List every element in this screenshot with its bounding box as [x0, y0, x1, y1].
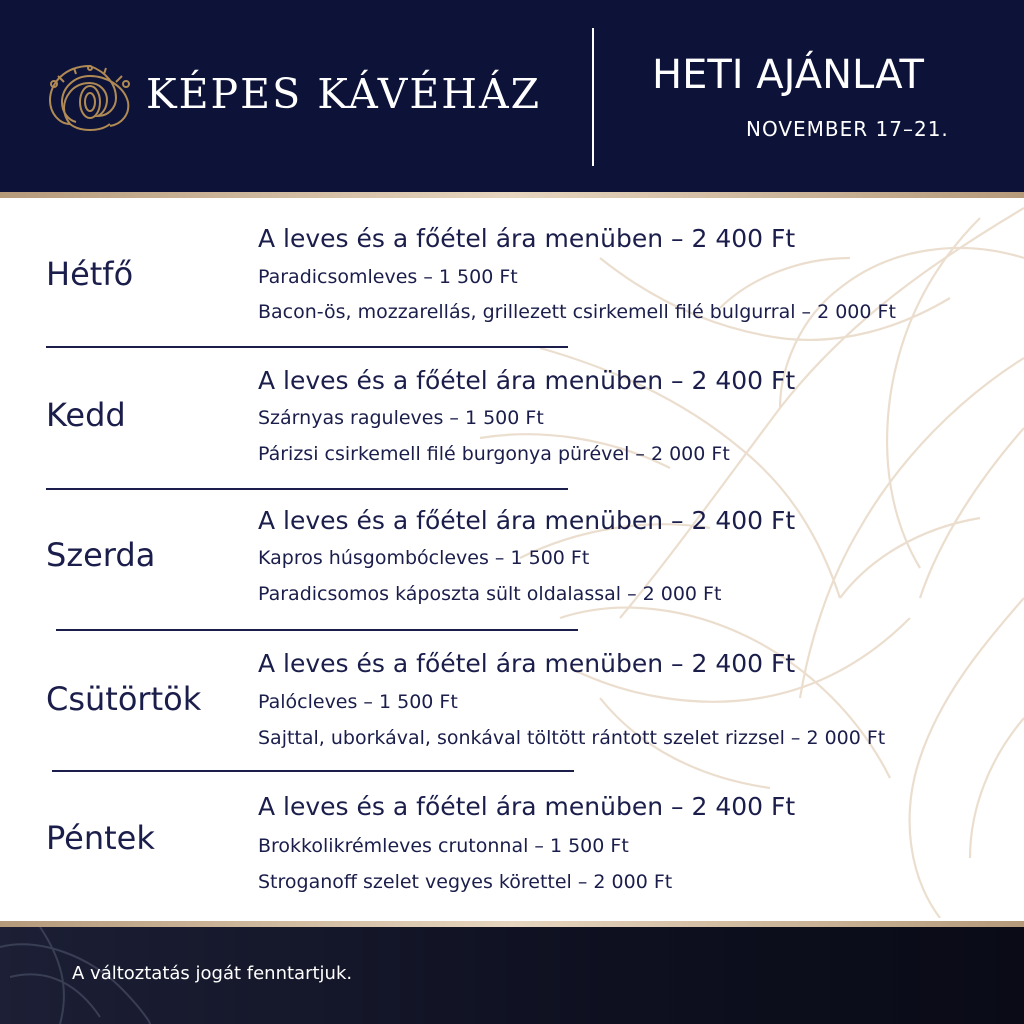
day-separator: [56, 629, 578, 631]
menu-price-line: A leves és a főétel ára menüben – 2 400 Ft: [258, 649, 796, 678]
soup-item: Palócleves – 1 500 Ft: [258, 691, 458, 713]
main-dish-item: Paradicsomos káposzta sült oldalassal – 2 000 Ft: [258, 583, 722, 605]
soup-item: Paradicsomleves – 1 500 Ft: [258, 266, 518, 288]
day-name: Szerda: [46, 536, 156, 574]
header-divider: [592, 28, 594, 166]
day-name: Csütörtök: [46, 680, 202, 718]
main-dish-item: Sajttal, uborkával, sonkával töltött rántott szelet rizzsel – 2 000 Ft: [258, 727, 886, 749]
day-name: Péntek: [46, 819, 155, 857]
brand-name: KÉPES KÁVÉHÁZ: [146, 70, 542, 118]
soup-item: Kapros húsgombócleves – 1 500 Ft: [258, 547, 590, 569]
disclaimer-note: A változtatás jogát fenntartjuk.: [72, 963, 353, 984]
day-separator: [52, 770, 574, 772]
offer-title: HETI AJÁNLAT: [652, 52, 924, 98]
day-separator: [46, 346, 568, 348]
soup-item: Szárnyas raguleves – 1 500 Ft: [258, 407, 544, 429]
soup-item: Brokkolikrémleves crutonnal – 1 500 Ft: [258, 835, 629, 857]
day-name: Hétfő: [46, 255, 134, 293]
header-bar: [0, 0, 1024, 192]
menu-price-line: A leves és a főétel ára menüben – 2 400 Ft: [258, 366, 796, 395]
day-separator: [46, 488, 568, 490]
paisley-emblem-icon: [44, 62, 136, 134]
menu-price-line: A leves és a főétel ára menüben – 2 400 Ft: [258, 792, 796, 821]
menu-price-line: A leves és a főétel ára menüben – 2 400 Ft: [258, 224, 796, 253]
main-dish-item: Párizsi csirkemell filé burgonya pürével – 2 000 Ft: [258, 443, 730, 465]
main-dish-item: Stroganoff szelet vegyes körettel – 2 000 Ft: [258, 871, 673, 893]
menu-price-line: A leves és a főétel ára menüben – 2 400 Ft: [258, 506, 796, 535]
day-name: Kedd: [46, 396, 126, 434]
main-dish-item: Bacon-ös, mozzarellás, grillezett csirkemell filé bulgurral – 2 000 Ft: [258, 301, 896, 323]
offer-date: NOVEMBER 17–21.: [746, 117, 949, 141]
